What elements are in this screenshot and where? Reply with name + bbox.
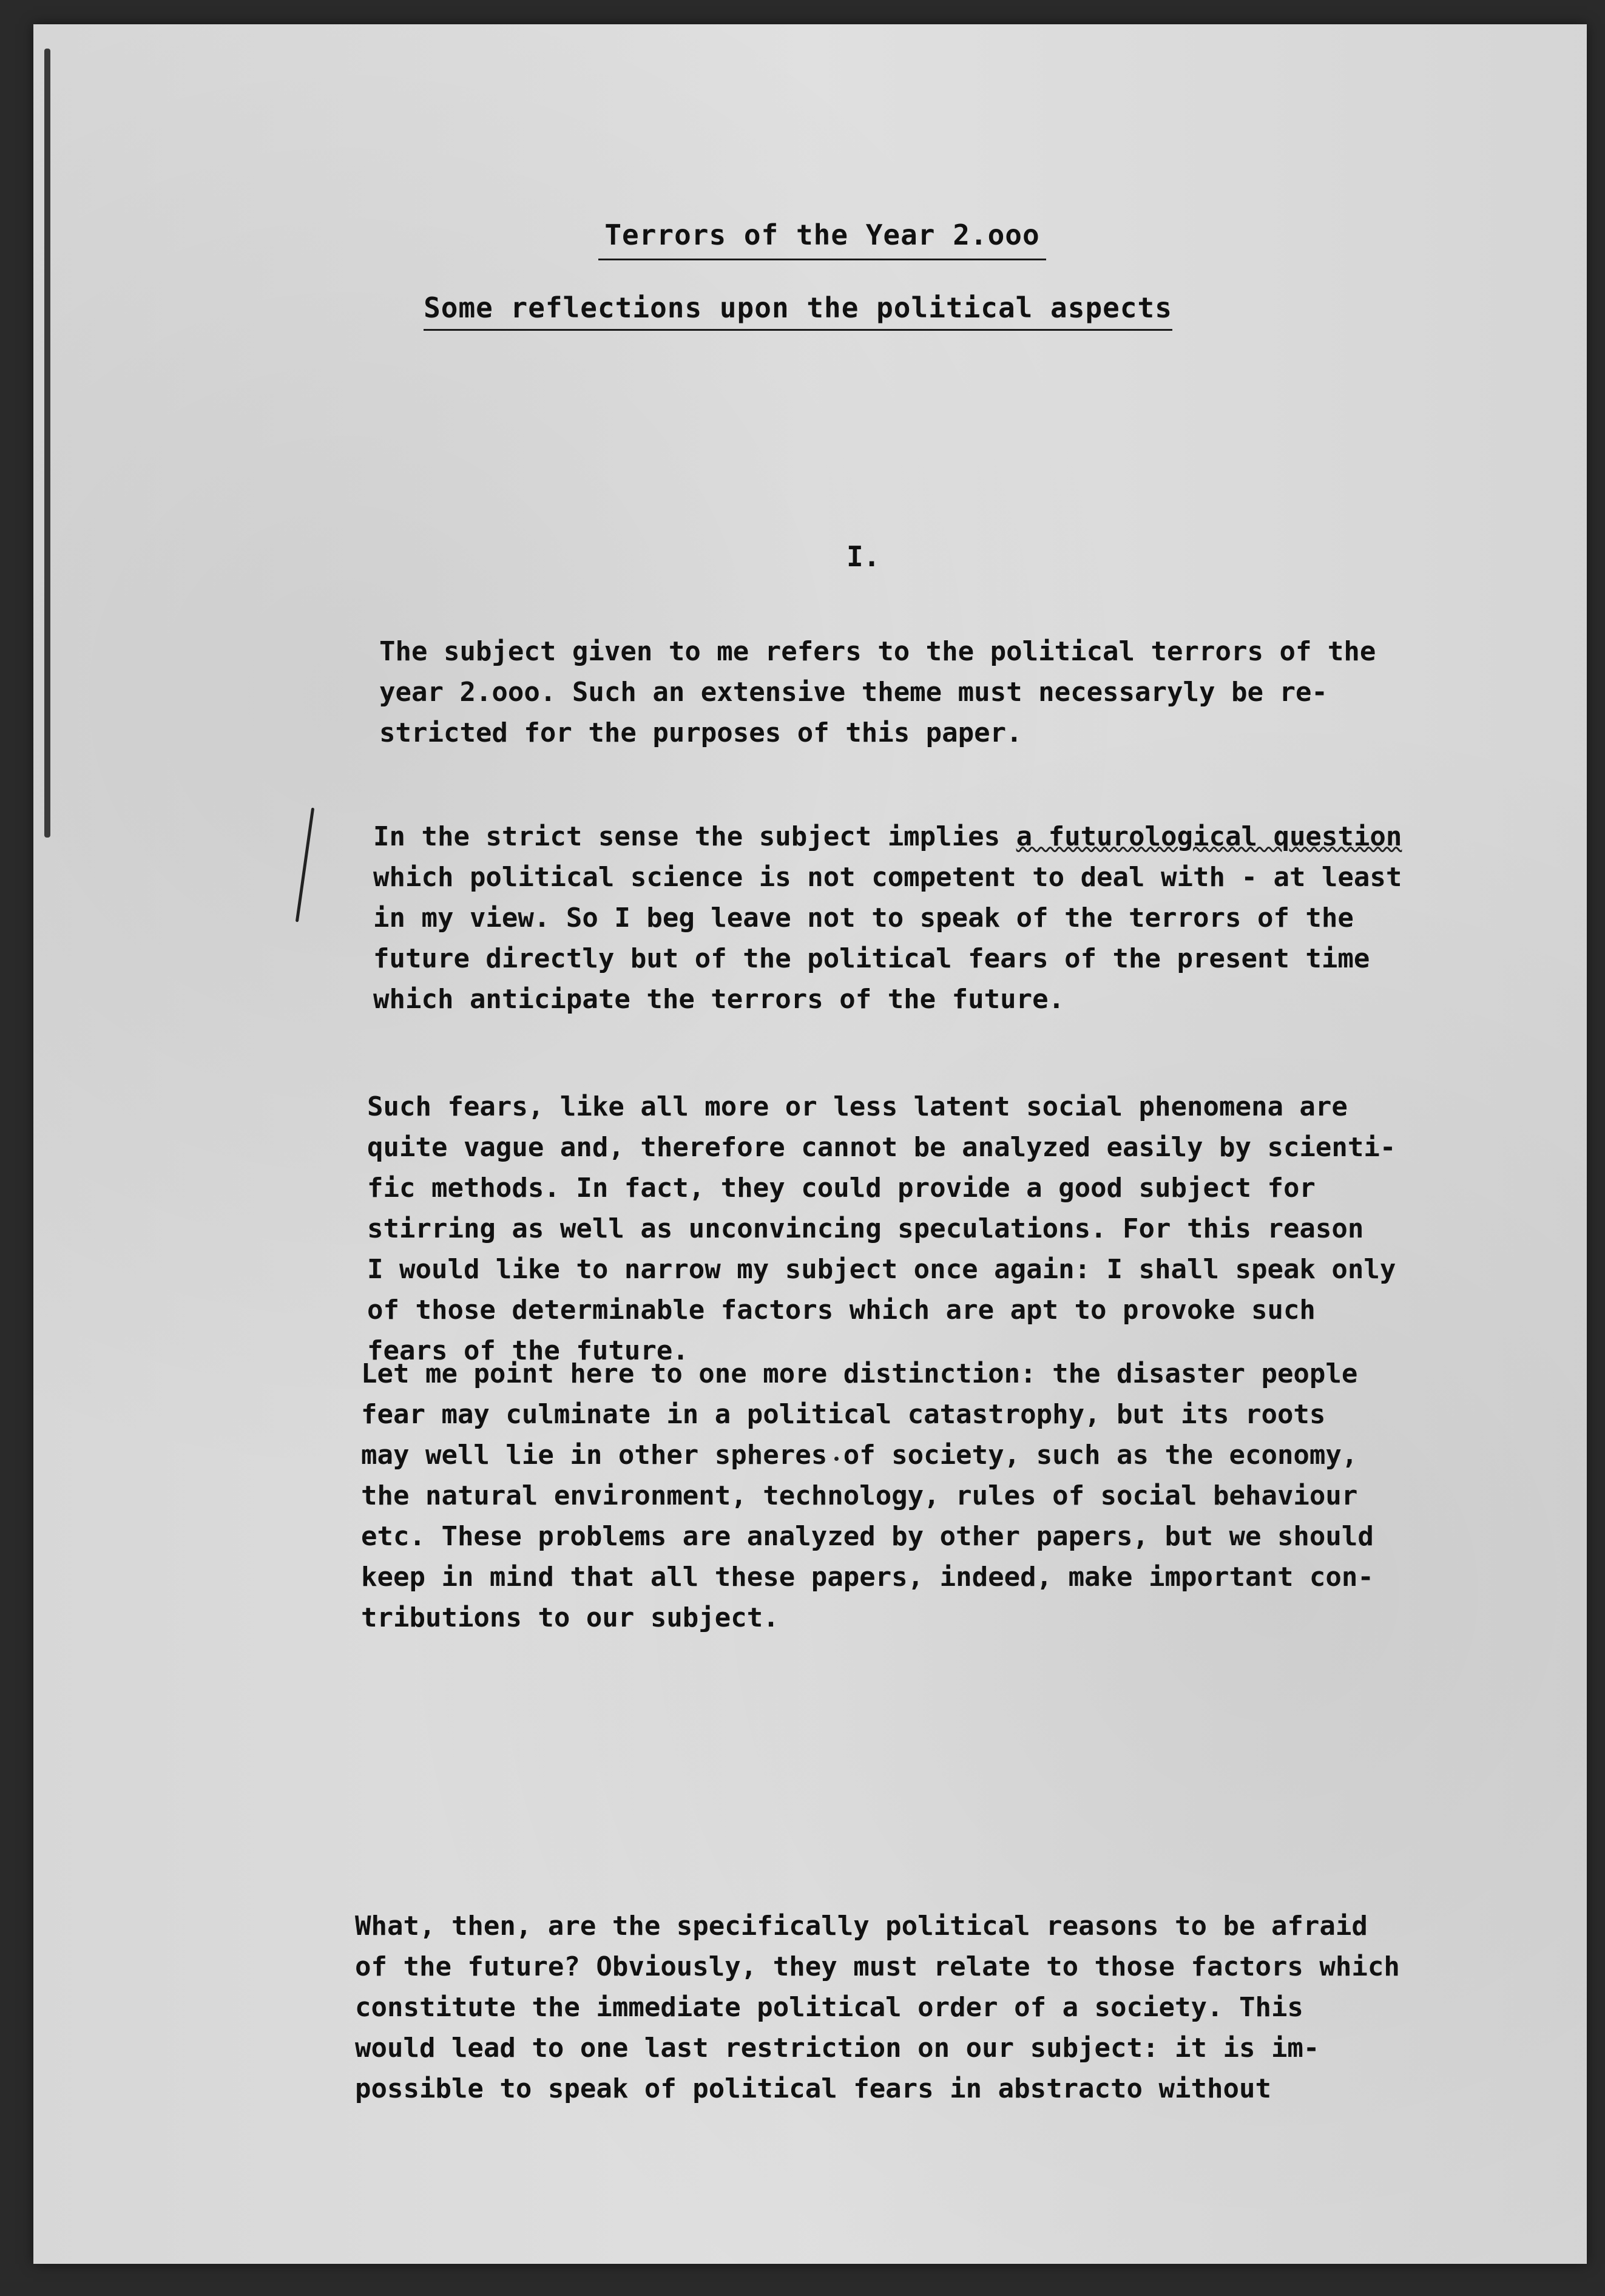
document-title-text: Terrors of the Year 2.ooo bbox=[598, 218, 1046, 260]
binding-edge bbox=[44, 49, 50, 838]
paragraph-2-first-line-start: In the strict sense the subject implies bbox=[373, 821, 1016, 852]
margin-pencil-mark bbox=[296, 808, 314, 923]
paragraph-2-first-line bbox=[373, 821, 1402, 852]
paper-sheet bbox=[33, 24, 1587, 2264]
underlined-phrase: a futurological question bbox=[1016, 821, 1402, 852]
document-subtitle bbox=[313, 291, 1283, 331]
paragraph-2-rest: which political science is not competent to deal with - at least in my view. So I beg leave not to speak of the terrors of the future directly but of the political fears of the present time which anticipate the terrors of the future. bbox=[373, 862, 1402, 1015]
paragraph-4: Let me point here to one more distinction: the disaster people fear may culminate in a political catastrophy, but its roots may well lie in other spheres of society, such as the economy, the natural environment, technology, rules of social behaviour etc. These problems are analyzed by other papers, but we should keep in mind that all these papers, indeed, make important con- tributions to our subject. bbox=[361, 1358, 1374, 1633]
section-number: I. bbox=[846, 540, 880, 573]
paragraph-3: Such fears, like all more or less latent social phenomena are quite vague and, therefore cannot be analyzed easily by scienti- fic methods. In fact, they could provide a good subject for stirring as well as unconvincing speculations. For this reason I would like to narrow my subject once again: I shall speak only of those determinable factors which are apt to provoke such fears of the future. bbox=[367, 1091, 1396, 1366]
document-title bbox=[337, 218, 1308, 260]
paragraph-1: The subject given to me refers to the political terrors of the year 2.ooo. Such an extensive theme must necessaryly be re- stricted for the purposes of this paper. bbox=[379, 636, 1376, 748]
document-subtitle-text: Some reflections upon the political aspects bbox=[424, 291, 1172, 331]
paragraph-5: What, then, are the specifically political reasons to be afraid of the future? Obviously, they must relate to those factors which constitute the immediate political order of a society. This would lead to one last restriction on our subject: it is im- possible to speak of political fears in abstracto without bbox=[355, 1911, 1400, 2104]
paragraph-2 bbox=[373, 816, 1587, 1020]
